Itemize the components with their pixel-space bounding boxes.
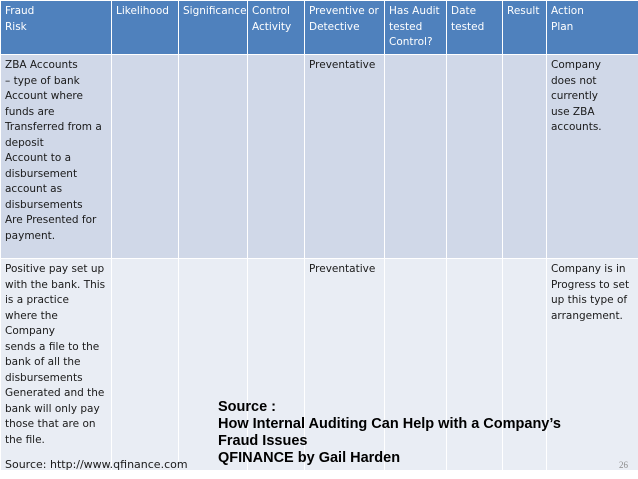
header-has-audit-tested: Has Audit tested Control?: [385, 1, 447, 55]
header-likelihood: Likelihood: [112, 1, 179, 55]
header-fraud-risk: Fraud Risk: [1, 1, 112, 55]
header-result: Result: [503, 1, 547, 55]
table-cell: [447, 55, 503, 259]
table-cell: ZBA Accounts – type of bank Account where funds are Transferred from a deposit Account to a disbursement account as disbursements Are Presented for payment.: [1, 55, 112, 259]
table-cell: [112, 55, 179, 259]
source-url: Source: http://www.qfinance.com: [5, 458, 188, 471]
table-header-row: [1, 1, 638, 55]
table-cell: Company is in Progress to set up this type of arrangement.: [547, 259, 638, 471]
source-citation: [218, 399, 628, 467]
table-cell: [503, 55, 547, 259]
source-line: QFINANCE by Gail Harden: [218, 450, 401, 466]
source-line: How Internal Auditing Can Help with a Company’s: [218, 416, 561, 432]
table-cell: [112, 259, 179, 471]
page-number: 26: [619, 460, 628, 470]
header-date-tested: Date tested: [447, 1, 503, 55]
header-control-activity: Control Activity: [248, 1, 305, 55]
source-line: Fraud Issues: [218, 433, 308, 449]
table-row: [1, 55, 638, 259]
table-cell: [179, 55, 248, 259]
table-cell: Preventative: [305, 55, 385, 259]
table-cell: Company does not currently use ZBA accounts.: [547, 55, 638, 259]
header-action-plan: Action Plan: [547, 1, 638, 55]
table-cell: [248, 55, 305, 259]
table-cell: Preventative: [305, 259, 385, 471]
header-preventive-or-detective: Preventive or Detective: [305, 1, 385, 55]
table-cell: Positive pay set up with the bank. This is a practice where the Company sends a file to the bank of all the disbursements Generated and the bank will only pay those that are on the file.: [1, 259, 112, 471]
table-cell: [385, 55, 447, 259]
source-title: Source :: [218, 399, 277, 415]
header-significance: Significance: [179, 1, 248, 55]
